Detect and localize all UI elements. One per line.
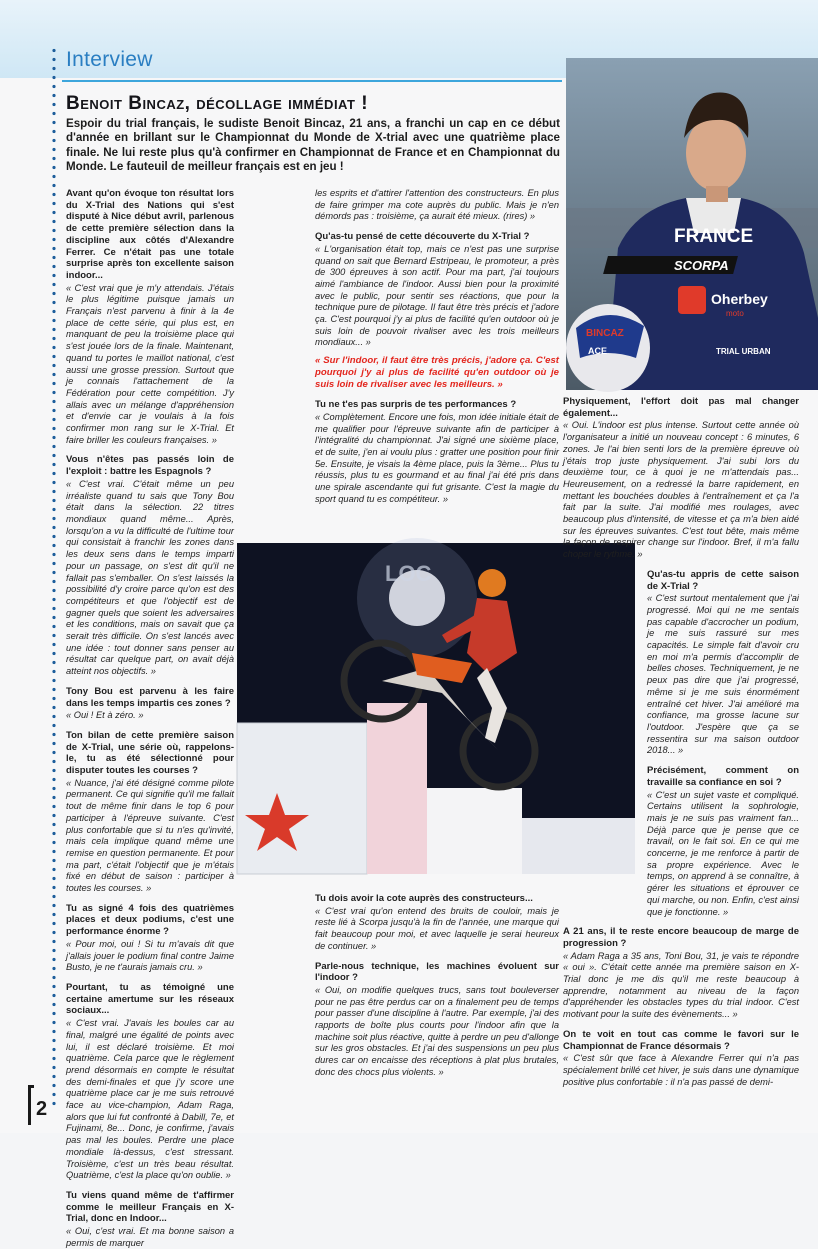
answer-9: « Complètement. Encore une fois, mon idée initiale était de me qualifier pour l'épreuve suivante afin de participer à l'intégralité du championnat. J'ai signé une sixième place, et de suite, j'en ai voulu plus : gratter une position pour finir 5e. Ensuite, je visais la 4ème place, puis la 3ème... Plus tu réussis, plus tu es gourmand et au final j'ai été pris dans une spirale ascendante qui fut grisante. C'est la magie du sport quand tu es compétiteur. »	[315, 411, 559, 504]
article-title: Benoit Bincaz, décollage immédiat !	[66, 93, 369, 114]
question-15: A 21 ans, il te reste encore beaucoup de marge de progression ?	[563, 926, 799, 949]
column-3	[563, 396, 799, 1096]
column-2-top	[315, 188, 559, 540]
answer-12: « Oui. L'indoor est plus intense. Surtout cette année où l'organisateur a initié un nouveau concept : 6 minutes, 6 zones. Je l'ai bien senti lors de la première épreuve où j'étais trop juste physiquement. J'ai subi lors du deuxième tour, ce à quoi je ne m'attendais pas... Heureusement, on a redressé la barre rapidement, en mettant les bouchées doubles à l'entraînement et ça l'a fait par la suite. J'ai modifié mes roulages, avec beaucoup plus d'intensité, de vitesse et ça m'a bien aidé sur les épreuves suivantes. C'est tout bête, mais même la façon de respirer change sur l'indoor. Bref, il m'a fallu choper le rythme. »	[563, 420, 799, 560]
answer-7: « Oui, c'est vrai. Et ma bonne saison a permis de marquer	[66, 1226, 234, 1248]
answer-3: « Oui ! Et à zéro. »	[66, 710, 144, 721]
article-lead: Espoir du trial français, le sudiste Benoit Bincaz, 21 ans, a franchi un cap en ce début d'année en brillant sur le Championnat du Monde de X-trial avec une quatrième place finale. Ne lui reste plus qu'à confirmer en Championnat de France et en Championnat du Monde. Le fauteuil de meilleur français est en jeu !	[66, 117, 560, 173]
jersey-france-text: FRANCE	[674, 226, 754, 247]
answer-5: « Pour moi, oui ! Si tu m'avais dit que j'allais jouer le podium final contre Jaime Busto, je ne t'aurais jamais cru. »	[66, 938, 234, 973]
question-6: Pourtant, tu as témoigné une certaine amertume sur les réseaux sociaux...	[66, 982, 234, 1017]
question-1: Avant qu'on évoque ton résultat lors du X-Trial des Nations qui s'est disputé à Nice début avril, parlenous de cette première sélection dans la discipline aux côtés d'Alexandre Ferrer. Ce n'était pas une totale surprise après ton excellente saison indoor...	[66, 188, 234, 281]
question-16: On te voit en tout cas comme le favori sur le Championnat de France désormais ?	[563, 1028, 799, 1052]
question-10: Tu dois avoir la cote auprès des constructeurs...	[315, 893, 533, 904]
jersey-scorpa-text: SCORPA	[674, 258, 729, 273]
page-number: 2	[36, 1098, 48, 1120]
question-13: Qu'as-tu appris de cette saison de X-Trial ?	[647, 568, 799, 592]
question-5: Tu as signé 4 fois des quatrièmes places et deux podiums, c'est une performance énorme ?	[66, 902, 234, 938]
answer-4: « Nuance, j'ai été désigné comme pilote permanent. Ce qui signifie qu'il me fallait tout de même finir dans le top 6 pour participer à l'épreuve suivante. C'est plus confortable que si tu n'es qu'invité, mais cela implique quand même une remise en question permanente. Et pour ma part, c'était l'objectif que je m'étais fixé en début de saison : participer à toutes les courses. »	[66, 777, 234, 894]
column-3-indented-block	[563, 569, 799, 918]
question-8: Qu'as-tu pensé de cette découverte du X-Trial ?	[315, 231, 530, 243]
answer-16: « C'est sûr que face à Alexandre Ferrer qui n'a pas spécialement brillé cet hiver, je suis dans une dynamique positive plus confortable : il n'a pas passé de demi-	[563, 1053, 799, 1087]
question-9: Tu ne t'es pas surpris de tes performances ?	[315, 399, 517, 411]
trial-urban-text: TRIAL URBAN	[716, 347, 771, 356]
answer-15: « Adam Raga a 35 ans, Toni Bou, 31, je vais te répondre « oui ». C'était cette année ma première saison en X-Trial donc je me dis qu'il me reste beaucoup à apprendre, notamment au niveau de la façon d'appréhender les obstacles types du trial indoor. C'est motivant pour la suite des évènements... »	[563, 950, 799, 1020]
question-14: Précisément, comment on travaille sa confiance en soi ?	[647, 765, 799, 788]
helmet-tag-text: ACE	[588, 346, 608, 356]
section-underline	[62, 80, 562, 82]
answer-1: « C'est vrai que je m'y attendais. J'étais le plus légitime puisque jamais un Français n'est parvenu à finir à la 4e place de cette série, qui plus est, en manquant de peu la troisième place qui s'est jouée lors de la finale. Maintenant, quand tu portes le maillot national, c'est aussi une grosse pression. Surtout que je connais l'attachement de la Fédération pour cette compétition. J'y allais avec un mélange d'appréhension et d'envie car je voulais à la fois confirmer mon rang sur le X-Trial. Et faire briller les couleurs françaises. »	[66, 282, 234, 445]
column-2-bottom	[315, 893, 559, 1093]
portrait-illustration	[566, 58, 818, 390]
page-corner-bracket	[28, 1085, 34, 1125]
answer-6: « C'est vrai. J'avais les boules car au final, malgré une égalité de points avec lui, il est déclaré troisième. Et moi quatrième. Cela parce que le règlement prend désormais en compte le résultat des demi-finales et que j'y score une quatrième place car je me suis retrouvé face au vice-champion, Adam Raga, alors que lui fut confronté à Dabill, 7e, et Fujinami, 8e... Donc, je confirme, j'avais pas mal les boules. Perdre une place mondiale là-dessus, c'est stressant. Troisième, c'est un très beau résultat. Quatrième, c'est la place qu'on oublie. »	[66, 1018, 234, 1181]
answer-2: « C'est vrai. C'était même un peu irréaliste quand tu sais que Tony Bou était dans la sélection. 22 titres mondiaux quand même... Après, lorsqu'on a vu la difficulté de l'ultime tour qui consistait à franchir les zones dans les deux sens dans le temps imparti pour un passage, on s'est dit qu'il ne fallait pas s'emballer. On s'est laissés la possibilité d'y croire parce qu'on est des compétiteurs et que l'objectif est de gagner quels que soient les adversaires et les conditions, mais on savait que ça serait très difficile. On s'est lancés avec une idée : tout donner sans penser au résultat car quelque part, on avait déjà atteint nos objectifs. »	[66, 478, 234, 677]
answer-13: « C'est surtout mentalement que j'ai progressé. Moi qui ne me sentais pas capable d'accrocher un podium, je me suis rassuré sur mes capacités. Le simple fait d'avoir cru en moi m'a permis d'accomplir de belles choses. Techniquement, je ne peux pas dire que j'ai progressé, même si je me suis énormément entraîné cet hiver. J'ai amélioré ma confiance, ma grosse lacune sur l'outdoor. J'espère que ça se ressentira sur ma saison outdoor 2018... »	[647, 593, 799, 756]
pull-quote: « Sur l'indoor, il faut être très précis, j'adore ça. C'est pourquoi j'y ai plus de facilité qu'en outdoor où je suis loin de rivaliser avec les meilleurs. »	[315, 355, 559, 391]
section-label: Interview	[66, 48, 153, 71]
question-2: Vous n'êtes pas passés loin de l'exploit : battre les Espagnols ?	[66, 454, 234, 478]
question-11: Parle-nous technique, les machines évoluent sur l'indoor ?	[315, 960, 559, 984]
question-12: Physiquement, l'effort doit pas mal changer également...	[563, 396, 799, 419]
answer-10: « C'est vrai qu'on entend des bruits de couloir, mais je reste lié à Scorpa jusqu'à la fin de l'année, une marque qui fait beaucoup pour moi, et avec laquelle je serai heureux de continuer. »	[315, 905, 559, 951]
answer-14: « C'est un sujet vaste et compliqué. Certains utilisent la sophrologie, mais je ne suis pas vraiment fan... Déjà parce que je pense que ce travail, on le fait soi. En ce qui me concerne, je me renforce à partir de sa propre expérience. Avec le temps, on apprend à se connaître, à gérer les situations et éprouver ce qui marche, ou non. Enfin, c'est ainsi que je fonctionne. »	[647, 789, 799, 917]
helmet-name-text: BINCAZ	[586, 328, 624, 339]
question-3: Tony Bou est parvenu à les faire dans les temps impartis ces zones ?	[66, 685, 234, 709]
dotted-margin-rule	[52, 46, 56, 1106]
answer-11: « Oui, on modifie quelques trucs, sans tout bouleverser pour ne pas être perdus car on a finalement peu de temps pour passer d'une discipline à l'autre. Par exemple, j'ai des rapports de boîte plus courts pour l'indoor afin que la machine soit plus réactive, quitte à perdre un peu d'allonge sur les gros obstacles. Et j'ai des suspensions un peu plus dures car on encaisse des réceptions à plat plus brutales, donc des chocs plus violents. »	[315, 984, 559, 1077]
column-1	[66, 188, 234, 1249]
question-7: Tu viens quand même de t'affirmer comme le meilleur Français en X-Trial, donc en Indoor...	[66, 1189, 234, 1225]
rider-portrait-photo	[566, 58, 818, 390]
question-4: Ton bilan de cette première saison de X-Trial, une série où, rappelons-le, tu as été sélectionné pour disputer toutes les courses ?	[66, 729, 234, 777]
answer-7-continued: les esprits et d'attirer l'attention des constructeurs. En plus de faire grimper ma cote auprès du public. Mais je n'en démords pas : troisième, ça aurait été mieux. (rires) »	[315, 188, 559, 222]
answer-8: « L'organisation était top, mais ce n'est pas une surprise quand on sait que Bernard Estripeau, le promoteur, a près de 300 épreuves à son actif. Pour ma part, j'ai toujours aimé l'ambiance de l'indoor. Aussi bien pour la proximité avec le public, pour sentir ses réactions, que pour la technique pure de pilotage. Il faut être très précis et j'adore ça. C'est pourquoi j'y ai plus de facilité qu'en outdoor où je suis loin de pouvoir rivaliser avec les trois meilleurs mondiaux... »	[315, 243, 559, 348]
arena-banner-text: LOC	[385, 561, 432, 586]
sponsor-text: Oherbey	[711, 291, 768, 307]
sponsor-sub-text: moto	[726, 309, 744, 318]
